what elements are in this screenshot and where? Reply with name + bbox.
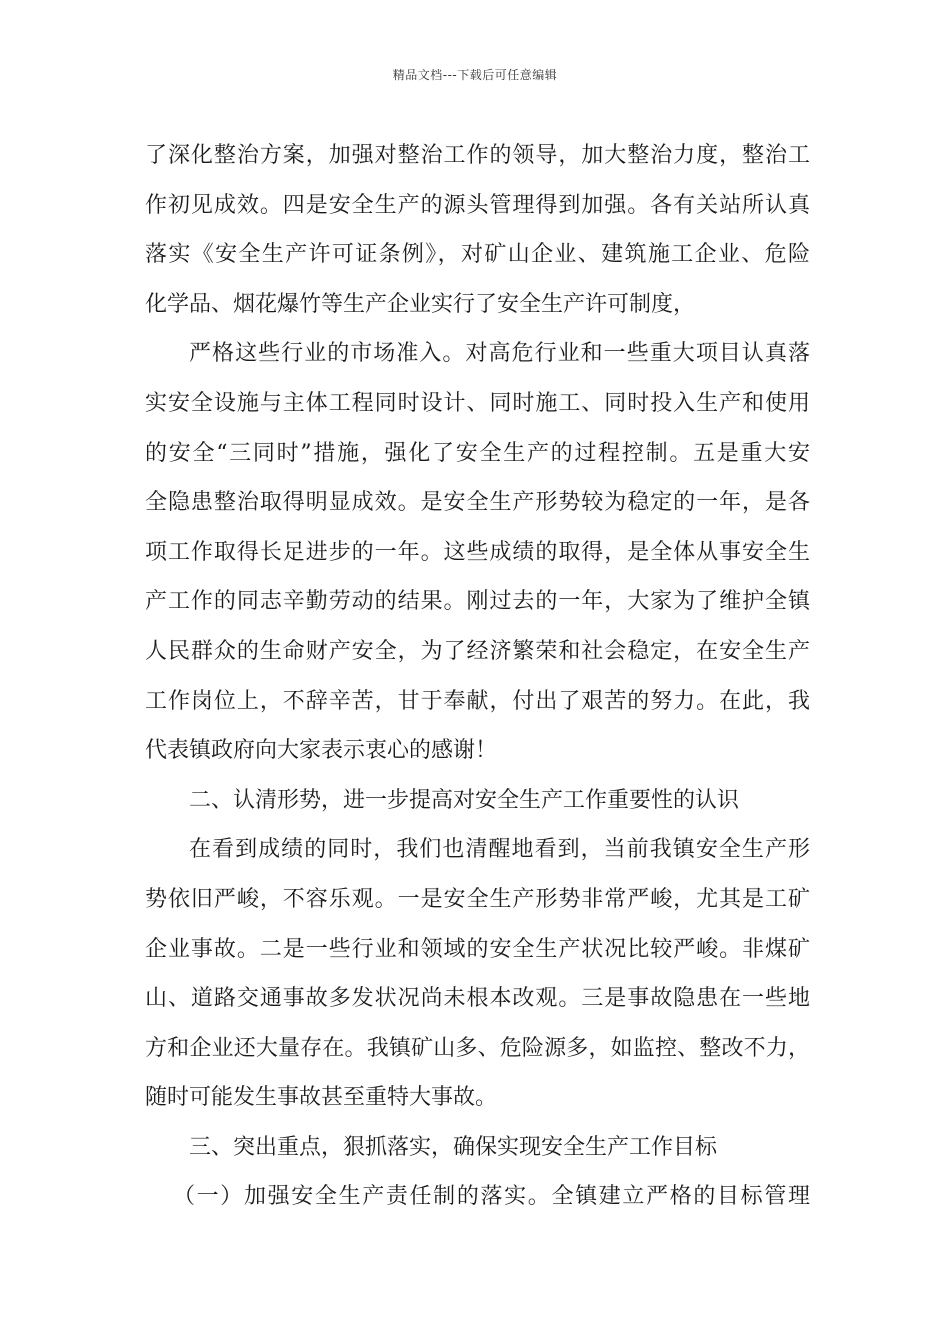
text-line: 代表镇政府向大家表示衷心的感谢！ [145,738,498,764]
text-line: 全隐患整治取得明显成效。是安全生产形势较为稳定的一年，是各 [145,490,810,516]
text-line: 落实《安全生产许可证条例》，对矿山企业、建筑施工企业、危险 [145,242,810,268]
text-line: 了深化整治方案，加强对整治工作的领导，加大整治力度，整治工 [145,143,810,168]
text-line: 产工作的同志辛勤劳动的结果。刚过去的一年，大家为了维护全镇 [145,589,810,615]
text-line: 工作岗位上，不辞辛苦，甘于奉献，付出了艰苦的努力。在此，我 [145,688,810,714]
text-line: 三、突出重点，狠抓落实，确保实现安全生产工作目标 [189,1134,718,1160]
text-line: （一）加强安全生产责任制的落实。全镇建立严格的目标管理 [173,1184,810,1210]
text-line: 作初见成效。四是安全生产的源头管理得到加强。各有关站所认真 [145,192,810,218]
text-line: 势依旧严峻，不容乐观。一是安全生产形势非常严峻，尤其是工矿 [145,886,810,912]
text-line: 化学品、烟花爆竹等生产企业实行了安全生产许可制度， [145,291,696,317]
document-body [145,131,810,1222]
text-line: 企业事故。二是一些行业和领域的安全生产状况比较严峻。非煤矿 [145,936,810,962]
text-line: 严格这些行业的市场准入。对高危行业和一些重大项目认真落 [189,341,810,367]
text-line: 山、道路交通事故多发状况尚未根本改观。三是事故隐患在一些地 [145,986,810,1012]
text-line: 实安全设施与主体工程同时设计、同时施工、同时投入生产和使用 [145,390,810,416]
text-line: 项工作取得长足进步的一年。这些成绩的取得，是全体从事安全生 [145,539,810,565]
text-line: 的安全“三同时”措施，强化了安全生产的过程控制。五是重大安 [145,440,810,466]
text-line: 在看到成绩的同时，我们也清醒地看到，当前我镇安全生产形 [189,837,810,863]
text-line: 随时可能发生事故甚至重特大事故。 [145,1085,498,1111]
text-line: 二、认清形势，进一步提高对安全生产工作重要性的认识 [189,787,740,813]
page-header: 精品文档---下载后可任意编辑 [392,68,558,82]
text-line: 方和企业还大量存在。我镇矿山多、危险源多，如监控、整改不力， [145,1035,810,1061]
text-line: 人民群众的生命财产安全，为了经济繁荣和社会稳定，在安全生产 [145,638,810,664]
